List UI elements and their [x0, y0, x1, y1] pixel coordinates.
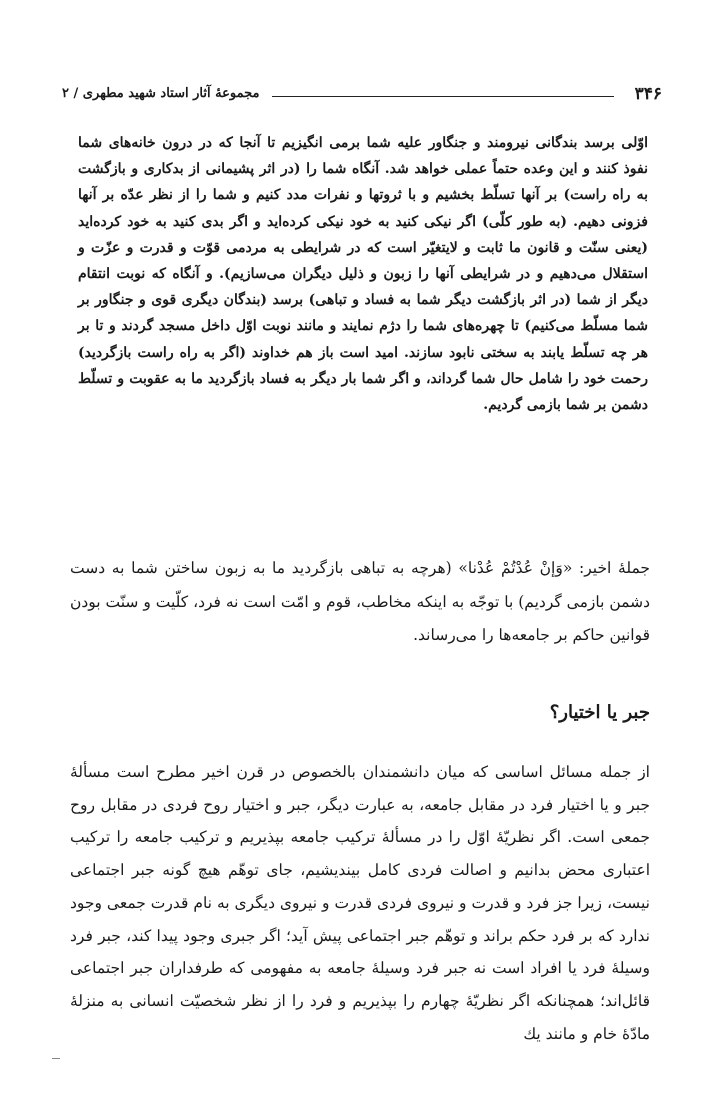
paragraph-2: از جمله مسائل اساسی که میان دانشمندان بالخصوص در قرن اخیر مطرح است مسألهٔ جبر و یا اختیار فرد در مقابل جامعه، به عبارت دیگر، جبر و اختیار روح فردی در مقابل روح جمعی است. اگر نظریّهٔ اوّل را در مسألهٔ ترکیب جامعه بپذیریم و ترکیب جامعه را ترکیب اعتباری محض بدانیم و اصالت فردی کامل بیندیشیم، جای توهّم هیچ گونه جبر اجتماعی نیست، زیرا جز فرد و قدرت و نیروی فردی قدرت و نیروی دیگری به نام قدرت جمعی وجود ندارد که بر فرد حکم براند و توهّم جبر اجتماعی پیش آید؛ اگر جبری وجود پیدا کند، جبر فرد وسیلهٔ فرد یا افراد است نه جبر فرد وسیلهٔ جامعه به مفهومی که طرفداران جبر اجتماعی قائل‌اند؛ همچنانکه اگر نظریّهٔ چهارم را بپذیریم و فرد را از نظر شخصیّت انسانی به منزلهٔ مادّهٔ خام و مانند یك: [70, 763, 650, 1043]
margin-mark: [52, 1058, 60, 1059]
running-title: مجموعهٔ آثار استاد شهید مطهری / ۲: [62, 86, 260, 101]
page-header: [62, 84, 662, 106]
translation-quote-block: اوّلی برسد بندگانی نیرومند و جنگاور علیه شما برمی انگیزیم تا آنجا که در درون خانه‌های شما نفوذ کنند و این وعده حتماً عملی خواهد شد. آنگاه شما را (در اثر پشیمانی از بدکاری و بازگشت به راه راست) بر آنها تسلّط بخشیم و با ثروتها و نفرات مدد کنیم و شما را از نظر عدّه بر آنها فزونی دهیم. (به طور کلّی) اگر نیکی کنید به خود نیکی کرده‌اید و اگر بدی کنید به خود کرده‌اید (یعنی سنّت و قانون ما ثابت و لایتغیّر است که در شرایطی به مردمی قوّت و قدرت و عزّت و استقلال می‌دهیم و در شرایطی آنها را زبون و ذلیل دیگران می‌سازیم). و آنگاه که نوبت انتقام دیگر از شما (در اثر بازگشت دیگر شما به فساد و تباهی) برسد (بندگان دیگری قوی و جنگاور بر شما مسلّط می‌کنیم) تا چهره‌های شما را دژم نمایند و مانند نوبت اوّل داخل مسجد گردند و تا بر هر چه تسلّط یابند به سختی نابود سازند. امید است باز هم خداوند (اگر به راه راست بازگردید) رحمت خود را شامل حال شما گرداند، و اگر شما بار دیگر به فساد بازگردید ما به عقوبت و تسلّط دشمن بر شما بازمی گردیم.: [78, 135, 649, 414]
page-number: ۳۴۶: [634, 84, 662, 104]
header-rule: [272, 96, 614, 97]
paragraph-1: جملهٔ اخیر: «وَإنْ عُدْتُمْ عُدْنا» (هرچه به تباهی بازگردید ما به زبون ساختن شما به دست دشمن بازمی گردیم) با توجّه به اینکه مخاطب، قوم و امّت است نه فرد، کلّیت و سنّت بودن قوانین حاکم بر جامعه‌ها را می‌رساند.: [69, 559, 650, 644]
section-heading: جبر یا اختیار؟: [549, 702, 650, 723]
